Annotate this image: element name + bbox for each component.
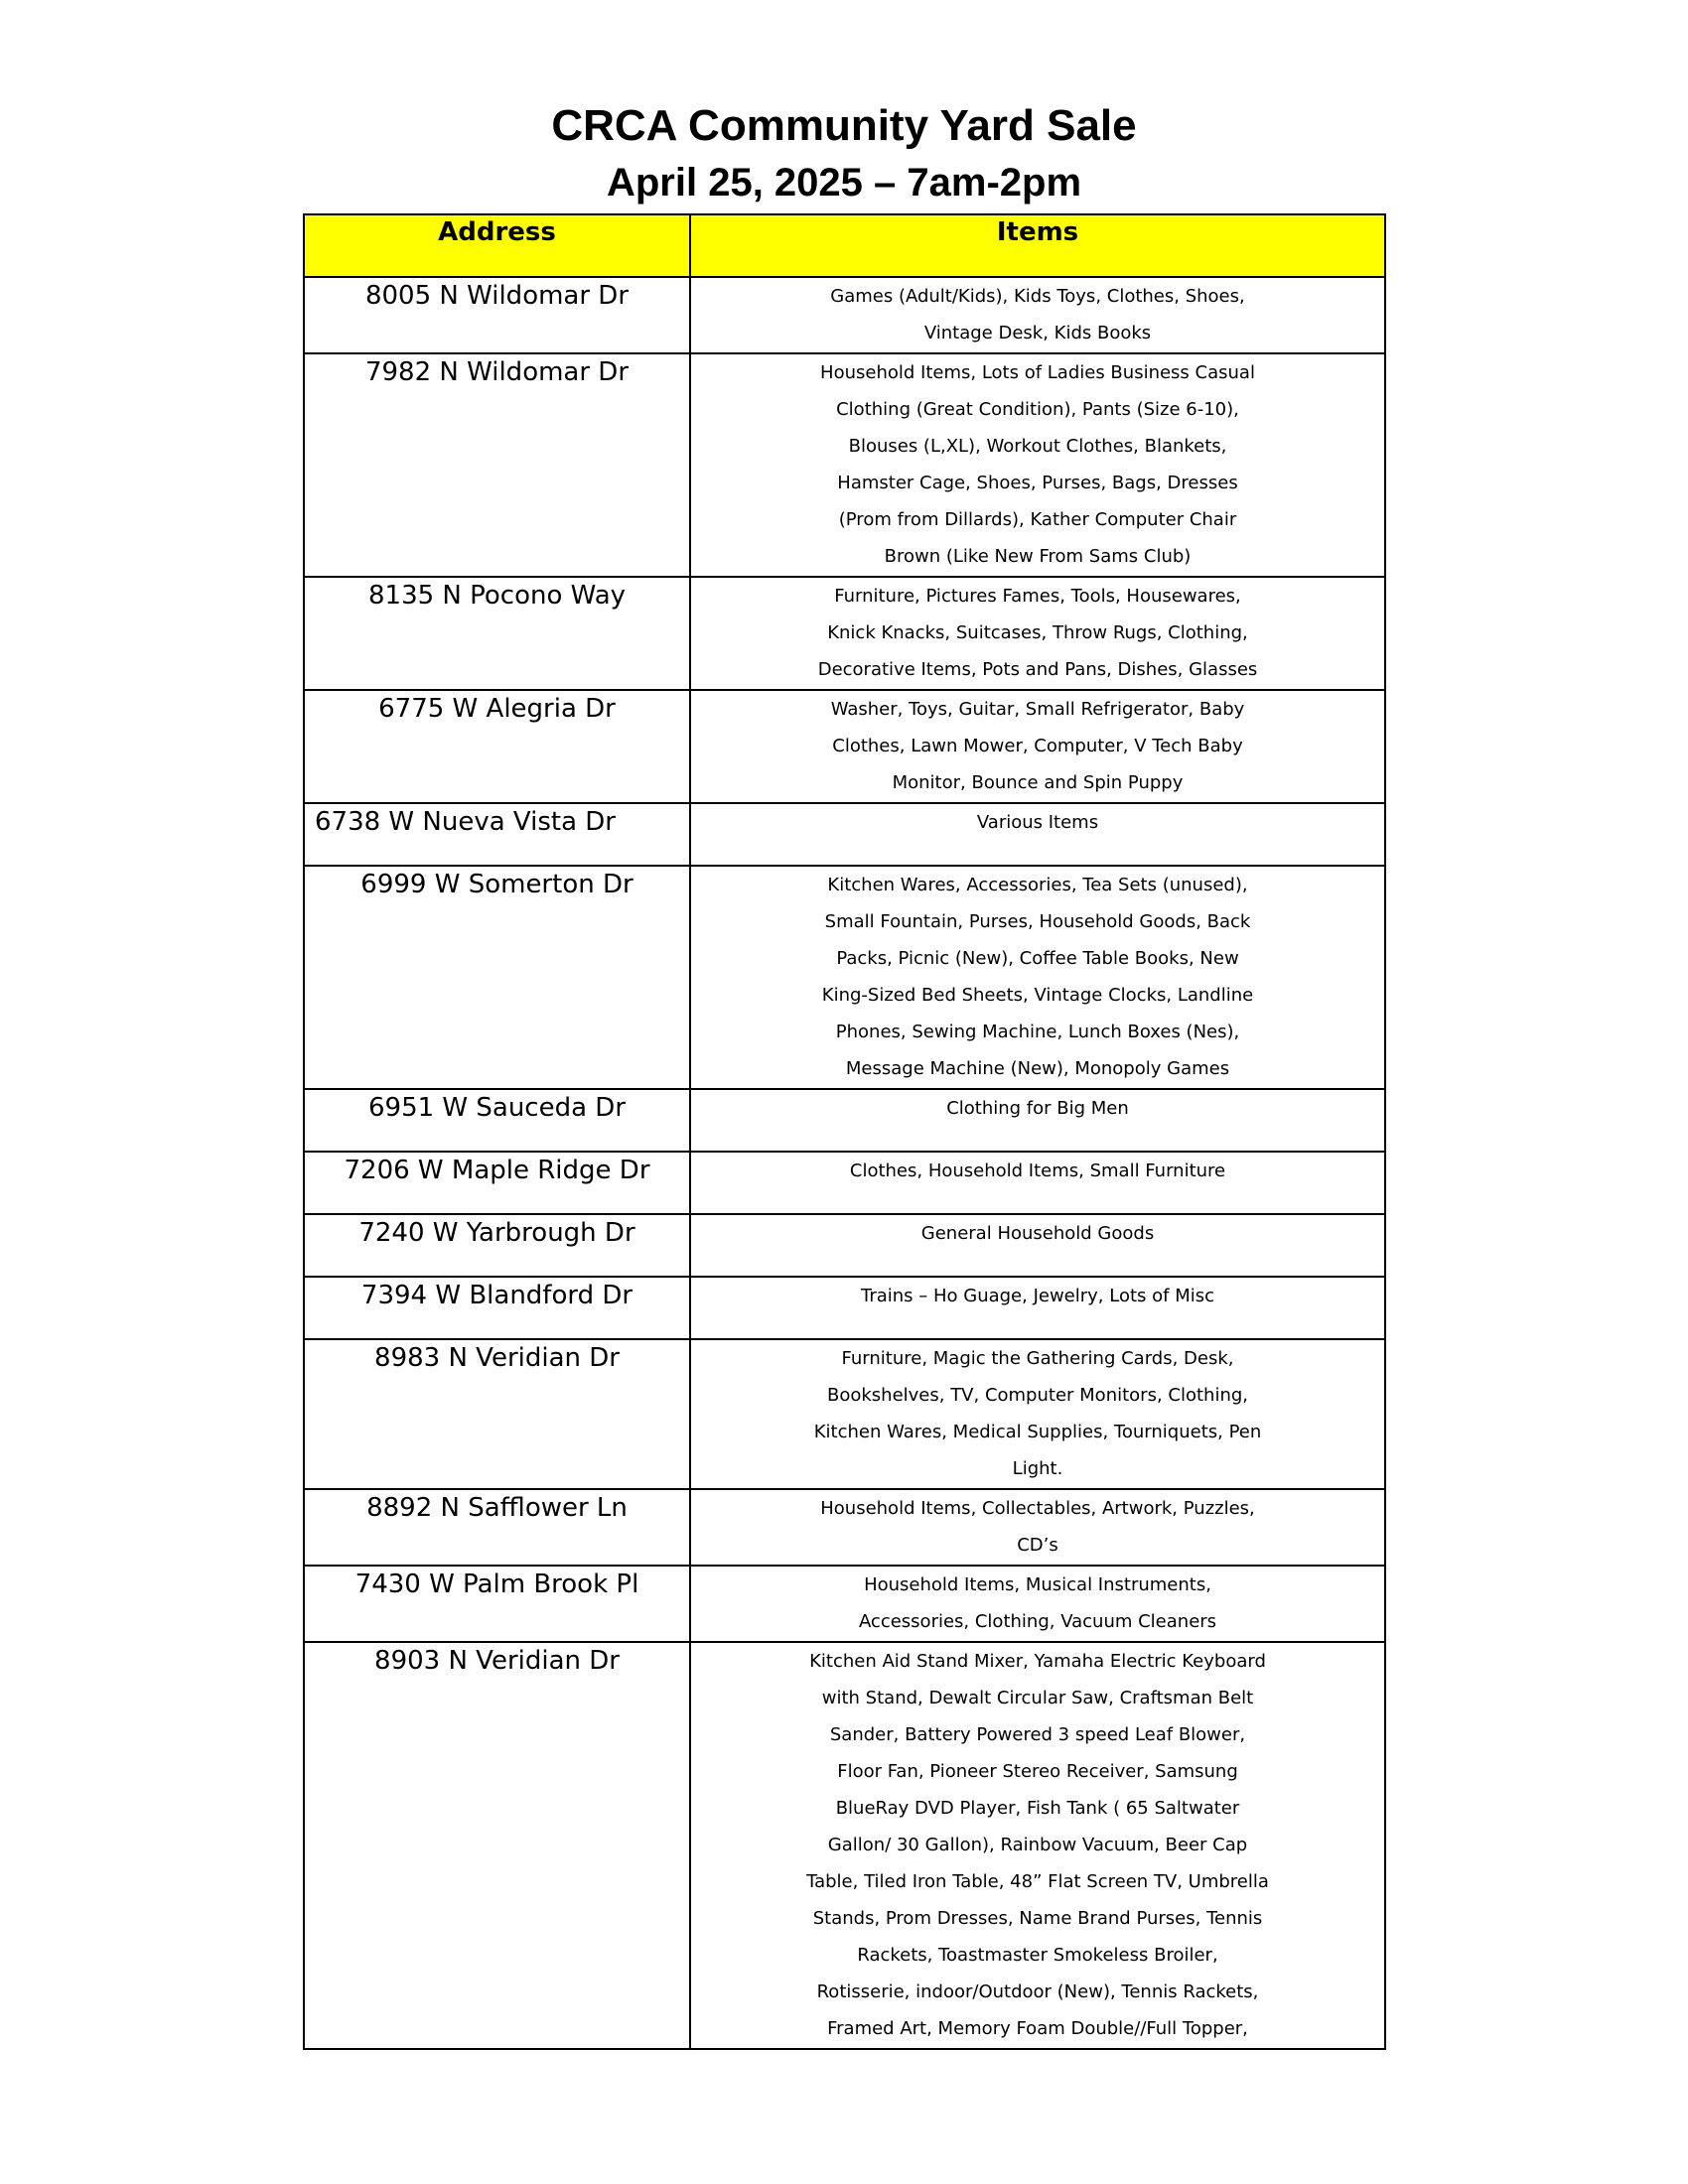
items-cell	[690, 1566, 1385, 1642]
table-row	[304, 577, 1385, 690]
items-line: Light.	[1012, 1458, 1063, 1479]
table-row	[304, 690, 1385, 803]
address-cell: 7206 W Maple Ridge Dr	[304, 1152, 690, 1214]
address-cell: 8135 N Pocono Way	[304, 577, 690, 690]
column-header-items: Items	[690, 214, 1385, 277]
items-line: Hamster Cage, Shoes, Purses, Bags, Dresses	[837, 473, 1238, 493]
items-line: Kitchen Wares, Accessories, Tea Sets (unused),	[827, 875, 1248, 895]
document-title: CRCA Community Yard Sale	[551, 101, 1137, 150]
items-line: Framed Art, Memory Foam Double//Full Topper,	[827, 2018, 1248, 2039]
table-row	[304, 1642, 1385, 2049]
address-cell: 8005 N Wildomar Dr	[304, 277, 690, 353]
items-line: Household Items, Musical Instruments,	[864, 1574, 1211, 1595]
items-line: Rotisserie, indoor/Outdoor (New), Tennis Rackets,	[816, 1981, 1259, 2002]
items-line: Kitchen Aid Stand Mixer, Yamaha Electric Keyboard	[809, 1651, 1266, 1672]
items-line: Accessories, Clothing, Vacuum Cleaners	[858, 1611, 1217, 1632]
items-line: Vintage Desk, Kids Books	[923, 323, 1152, 343]
address-cell: 6951 W Sauceda Dr	[304, 1089, 690, 1152]
items-line: Gallon/ 30 Gallon), Rainbow Vacuum, Beer Cap	[827, 1835, 1248, 1855]
table-row	[304, 353, 1385, 577]
items-cell	[690, 1277, 1385, 1339]
items-line: Table, Tiled Iron Table, 48” Flat Screen TV, Umbrella	[806, 1871, 1269, 1892]
items-line: Stands, Prom Dresses, Name Brand Purses, Tennis	[812, 1908, 1263, 1929]
table-row	[304, 1214, 1385, 1277]
address-cell: 8892 N Safflower Ln	[304, 1489, 690, 1566]
items-line: King-Sized Bed Sheets, Vintage Clocks, Landline	[821, 985, 1254, 1006]
items-cell	[690, 690, 1385, 803]
table-row	[304, 803, 1385, 866]
items-line: Washer, Toys, Guitar, Small Refrigerator, Baby	[830, 699, 1245, 720]
items-cell	[690, 577, 1385, 690]
items-line: Clothes, Household Items, Small Furniture	[849, 1160, 1226, 1181]
table-row	[304, 866, 1385, 1089]
items-line: Message Machine (New), Monopoly Games	[845, 1058, 1230, 1079]
items-cell	[690, 1152, 1385, 1214]
items-line: Household Items, Collectables, Artwork, Puzzles,	[820, 1498, 1255, 1519]
address-cell: 7430 W Palm Brook Pl	[304, 1566, 690, 1642]
items-line: CD’s	[1017, 1535, 1058, 1556]
items-line: Floor Fan, Pioneer Stereo Receiver, Samsung	[837, 1761, 1238, 1782]
items-line: BlueRay DVD Player, Fish Tank ( 65 Saltwater	[835, 1798, 1240, 1819]
items-line: Sander, Battery Powered 3 speed Leaf Blower,	[829, 1724, 1246, 1745]
items-cell	[690, 866, 1385, 1089]
address-cell: 6999 W Somerton Dr	[304, 866, 690, 1089]
items-cell	[690, 803, 1385, 866]
items-line: (Prom from Dillards), Kather Computer Chair	[838, 509, 1237, 530]
table-row	[304, 277, 1385, 353]
yard-sale-table	[303, 213, 1386, 2050]
items-cell	[690, 1339, 1385, 1489]
column-header-address: Address	[304, 214, 690, 277]
address-cell: 7240 W Yarbrough Dr	[304, 1214, 690, 1277]
address-cell: 7982 N Wildomar Dr	[304, 353, 690, 577]
items-line: Various Items	[976, 812, 1099, 833]
items-line: Knick Knacks, Suitcases, Throw Rugs, Clothing,	[827, 622, 1248, 643]
items-line: Decorative Items, Pots and Pans, Dishes, Glasses	[817, 659, 1258, 680]
items-cell	[690, 1214, 1385, 1277]
table-header-row	[304, 214, 1385, 277]
items-line: Clothing (Great Condition), Pants (Size 6-10),	[836, 399, 1239, 420]
items-line: Kitchen Wares, Medical Supplies, Tourniquets, Pen	[813, 1422, 1262, 1442]
items-line: Clothing for Big Men	[946, 1098, 1129, 1119]
items-line: General Household Goods	[920, 1223, 1155, 1244]
table-row	[304, 1566, 1385, 1642]
address-cell: 8983 N Veridian Dr	[304, 1339, 690, 1489]
address-cell: 6738 W Nueva Vista Dr	[304, 803, 690, 866]
table-row	[304, 1489, 1385, 1566]
items-cell	[690, 1489, 1385, 1566]
items-cell	[690, 1089, 1385, 1152]
table-row	[304, 1089, 1385, 1152]
table-row	[304, 1339, 1385, 1489]
items-line: Rackets, Toastmaster Smokeless Broiler,	[857, 1945, 1218, 1966]
table-body	[304, 277, 1385, 2049]
items-line: Trains – Ho Guage, Jewelry, Lots of Misc	[860, 1286, 1215, 1306]
address-cell: 6775 W Alegria Dr	[304, 690, 690, 803]
items-line: Small Fountain, Purses, Household Goods, Back	[824, 911, 1251, 932]
items-line: Bookshelves, TV, Computer Monitors, Clothing,	[826, 1385, 1248, 1406]
items-cell	[690, 353, 1385, 577]
event-date-time: April 25, 2025 – 7am-2pm	[606, 161, 1082, 205]
items-line: Clothes, Lawn Mower, Computer, V Tech Baby	[832, 736, 1243, 756]
items-line: Games (Adult/Kids), Kids Toys, Clothes, Shoes,	[830, 286, 1245, 307]
items-cell	[690, 1642, 1385, 2049]
address-cell: 7394 W Blandford Dr	[304, 1277, 690, 1339]
items-line: Blouses (L,XL), Workout Clothes, Blankets,	[848, 436, 1227, 457]
items-cell	[690, 277, 1385, 353]
items-line: Monitor, Bounce and Spin Puppy	[892, 772, 1184, 793]
items-line: Phones, Sewing Machine, Lunch Boxes (Nes),	[835, 1022, 1240, 1042]
table-row	[304, 1277, 1385, 1339]
items-line: Furniture, Pictures Fames, Tools, Housewares,	[834, 586, 1241, 607]
address-cell: 8903 N Veridian Dr	[304, 1642, 690, 2049]
table-row	[304, 1152, 1385, 1214]
items-line: Household Items, Lots of Ladies Business Casual	[820, 362, 1255, 383]
items-line: with Stand, Dewalt Circular Saw, Craftsman Belt	[821, 1688, 1254, 1708]
items-line: Brown (Like New From Sams Club)	[884, 546, 1192, 567]
items-line: Furniture, Magic the Gathering Cards, Desk,	[841, 1348, 1234, 1369]
items-line: Packs, Picnic (New), Coffee Table Books, New	[836, 948, 1239, 969]
